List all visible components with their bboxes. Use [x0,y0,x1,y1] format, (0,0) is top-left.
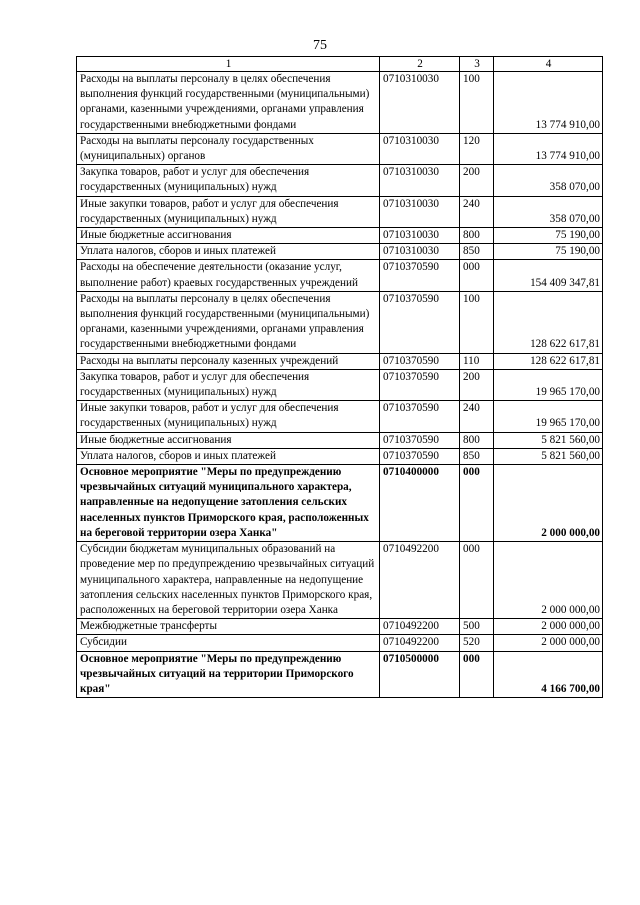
row-type-cell: 240 [460,196,494,227]
row-amount-cell: 19 965 170,00 [494,369,603,400]
table-row [77,369,603,400]
row-name-cell: Субсидии бюджетам муниципальных образований на проведение мер по предупреждению чрезвычайных ситуаций муниципального характера, направленные на недопущение затопления сельских населенных пунктов Приморского края, расположенных на береговой территории озера Ханка [77,542,380,619]
column-header-4: 4 [494,57,603,72]
row-name-cell: Иные закупки товаров, работ и услуг для обеспечения государственных (муниципальных) нужд [77,401,380,432]
table-row [77,291,603,353]
table-row [77,228,603,244]
row-name-cell: Расходы на выплаты персоналу в целях обеспечения выполнения функций государственными (муниципальными) органами, казенными учреждениями, органами управления государственными внебюджетными фондами [77,72,380,134]
row-name-cell: Расходы на выплаты персоналу в целях обеспечения выполнения функций государственными (муниципальными) органами, казенными учреждениями, органами управления государственными внебюджетными фондами [77,291,380,353]
row-name-cell: Межбюджетные трансферты [77,619,380,635]
row-amount-cell: 19 965 170,00 [494,401,603,432]
table-row [77,244,603,260]
row-name-cell: Иные закупки товаров, работ и услуг для обеспечения государственных (муниципальных) нужд [77,196,380,227]
row-amount-cell: 13 774 910,00 [494,133,603,164]
row-type-cell: 000 [460,651,494,698]
row-amount-cell: 75 190,00 [494,228,603,244]
row-type-cell: 850 [460,244,494,260]
column-header-2: 2 [380,57,460,72]
table-row [77,448,603,464]
table-row [77,196,603,227]
row-name-cell: Иные бюджетные ассигнования [77,432,380,448]
table-row [77,465,603,542]
row-name-cell: Расходы на обеспечение деятельности (оказание услуг, выполнение работ) краевых государственных учреждений [77,260,380,291]
row-code-cell: 0710370590 [380,260,460,291]
table-row [77,635,603,651]
row-amount-cell: 2 000 000,00 [494,465,603,542]
row-type-cell: 000 [460,465,494,542]
row-code-cell: 0710370590 [380,291,460,353]
row-name-cell: Иные бюджетные ассигнования [77,228,380,244]
table-row [77,260,603,291]
column-header-1: 1 [77,57,380,72]
row-type-cell: 200 [460,369,494,400]
row-code-cell: 0710310030 [380,244,460,260]
row-type-cell: 800 [460,432,494,448]
row-type-cell: 000 [460,260,494,291]
row-type-cell: 240 [460,401,494,432]
row-code-cell: 0710500000 [380,651,460,698]
table-row [77,165,603,196]
row-type-cell: 850 [460,448,494,464]
table-row [77,619,603,635]
row-name-cell: Субсидии [77,635,380,651]
row-name-cell: Основное мероприятие "Меры по предупреждению чрезвычайных ситуаций на территории Приморского края" [77,651,380,698]
row-type-cell: 110 [460,353,494,369]
row-type-cell: 500 [460,619,494,635]
row-name-cell: Закупка товаров, работ и услуг для обеспечения государственных (муниципальных) нужд [77,369,380,400]
table-row [77,651,603,698]
row-amount-cell: 5 821 560,00 [494,432,603,448]
row-amount-cell: 154 409 347,81 [494,260,603,291]
row-amount-cell: 2 000 000,00 [494,635,603,651]
row-amount-cell: 2 000 000,00 [494,619,603,635]
row-amount-cell: 128 622 617,81 [494,353,603,369]
row-code-cell: 0710400000 [380,465,460,542]
row-type-cell: 100 [460,72,494,134]
row-amount-cell: 358 070,00 [494,196,603,227]
page-number: 75 [313,38,327,53]
table-row [77,133,603,164]
row-type-cell: 120 [460,133,494,164]
row-code-cell: 0710370590 [380,448,460,464]
row-code-cell: 0710310030 [380,165,460,196]
row-type-cell: 200 [460,165,494,196]
row-name-cell: Уплата налогов, сборов и иных платежей [77,244,380,260]
row-code-cell: 0710310030 [380,133,460,164]
row-amount-cell: 4 166 700,00 [494,651,603,698]
row-type-cell: 100 [460,291,494,353]
column-header-3: 3 [460,57,494,72]
row-code-cell: 0710370590 [380,432,460,448]
row-type-cell: 800 [460,228,494,244]
row-code-cell: 0710492200 [380,635,460,651]
row-amount-cell: 358 070,00 [494,165,603,196]
table-row [77,353,603,369]
row-code-cell: 0710492200 [380,542,460,619]
row-type-cell: 520 [460,635,494,651]
column-header-row [77,57,603,72]
table-row [77,401,603,432]
row-code-cell: 0710310030 [380,72,460,134]
table-row [77,432,603,448]
row-amount-cell: 13 774 910,00 [494,72,603,134]
row-code-cell: 0710370590 [380,353,460,369]
row-code-cell: 0710370590 [380,369,460,400]
row-amount-cell: 2 000 000,00 [494,542,603,619]
row-name-cell: Закупка товаров, работ и услуг для обеспечения государственных (муниципальных) нужд [77,165,380,196]
row-code-cell: 0710310030 [380,196,460,227]
row-name-cell: Расходы на выплаты персоналу казенных учреждений [77,353,380,369]
row-code-cell: 0710492200 [380,619,460,635]
row-code-cell: 0710310030 [380,228,460,244]
row-name-cell: Основное мероприятие "Меры по предупреждению чрезвычайных ситуаций муниципального характера, направленные на недопущение затопления сельских населенных пунктов Приморского края, расположенных на береговой территории озера Ханка" [77,465,380,542]
row-code-cell: 0710370590 [380,401,460,432]
row-type-cell: 000 [460,542,494,619]
table-row [77,72,603,134]
row-amount-cell: 75 190,00 [494,244,603,260]
table-row [77,542,603,619]
row-name-cell: Уплата налогов, сборов и иных платежей [77,448,380,464]
row-amount-cell: 5 821 560,00 [494,448,603,464]
row-amount-cell: 128 622 617,81 [494,291,603,353]
row-name-cell: Расходы на выплаты персоналу государственных (муниципальных) органов [77,133,380,164]
budget-table [76,56,603,698]
